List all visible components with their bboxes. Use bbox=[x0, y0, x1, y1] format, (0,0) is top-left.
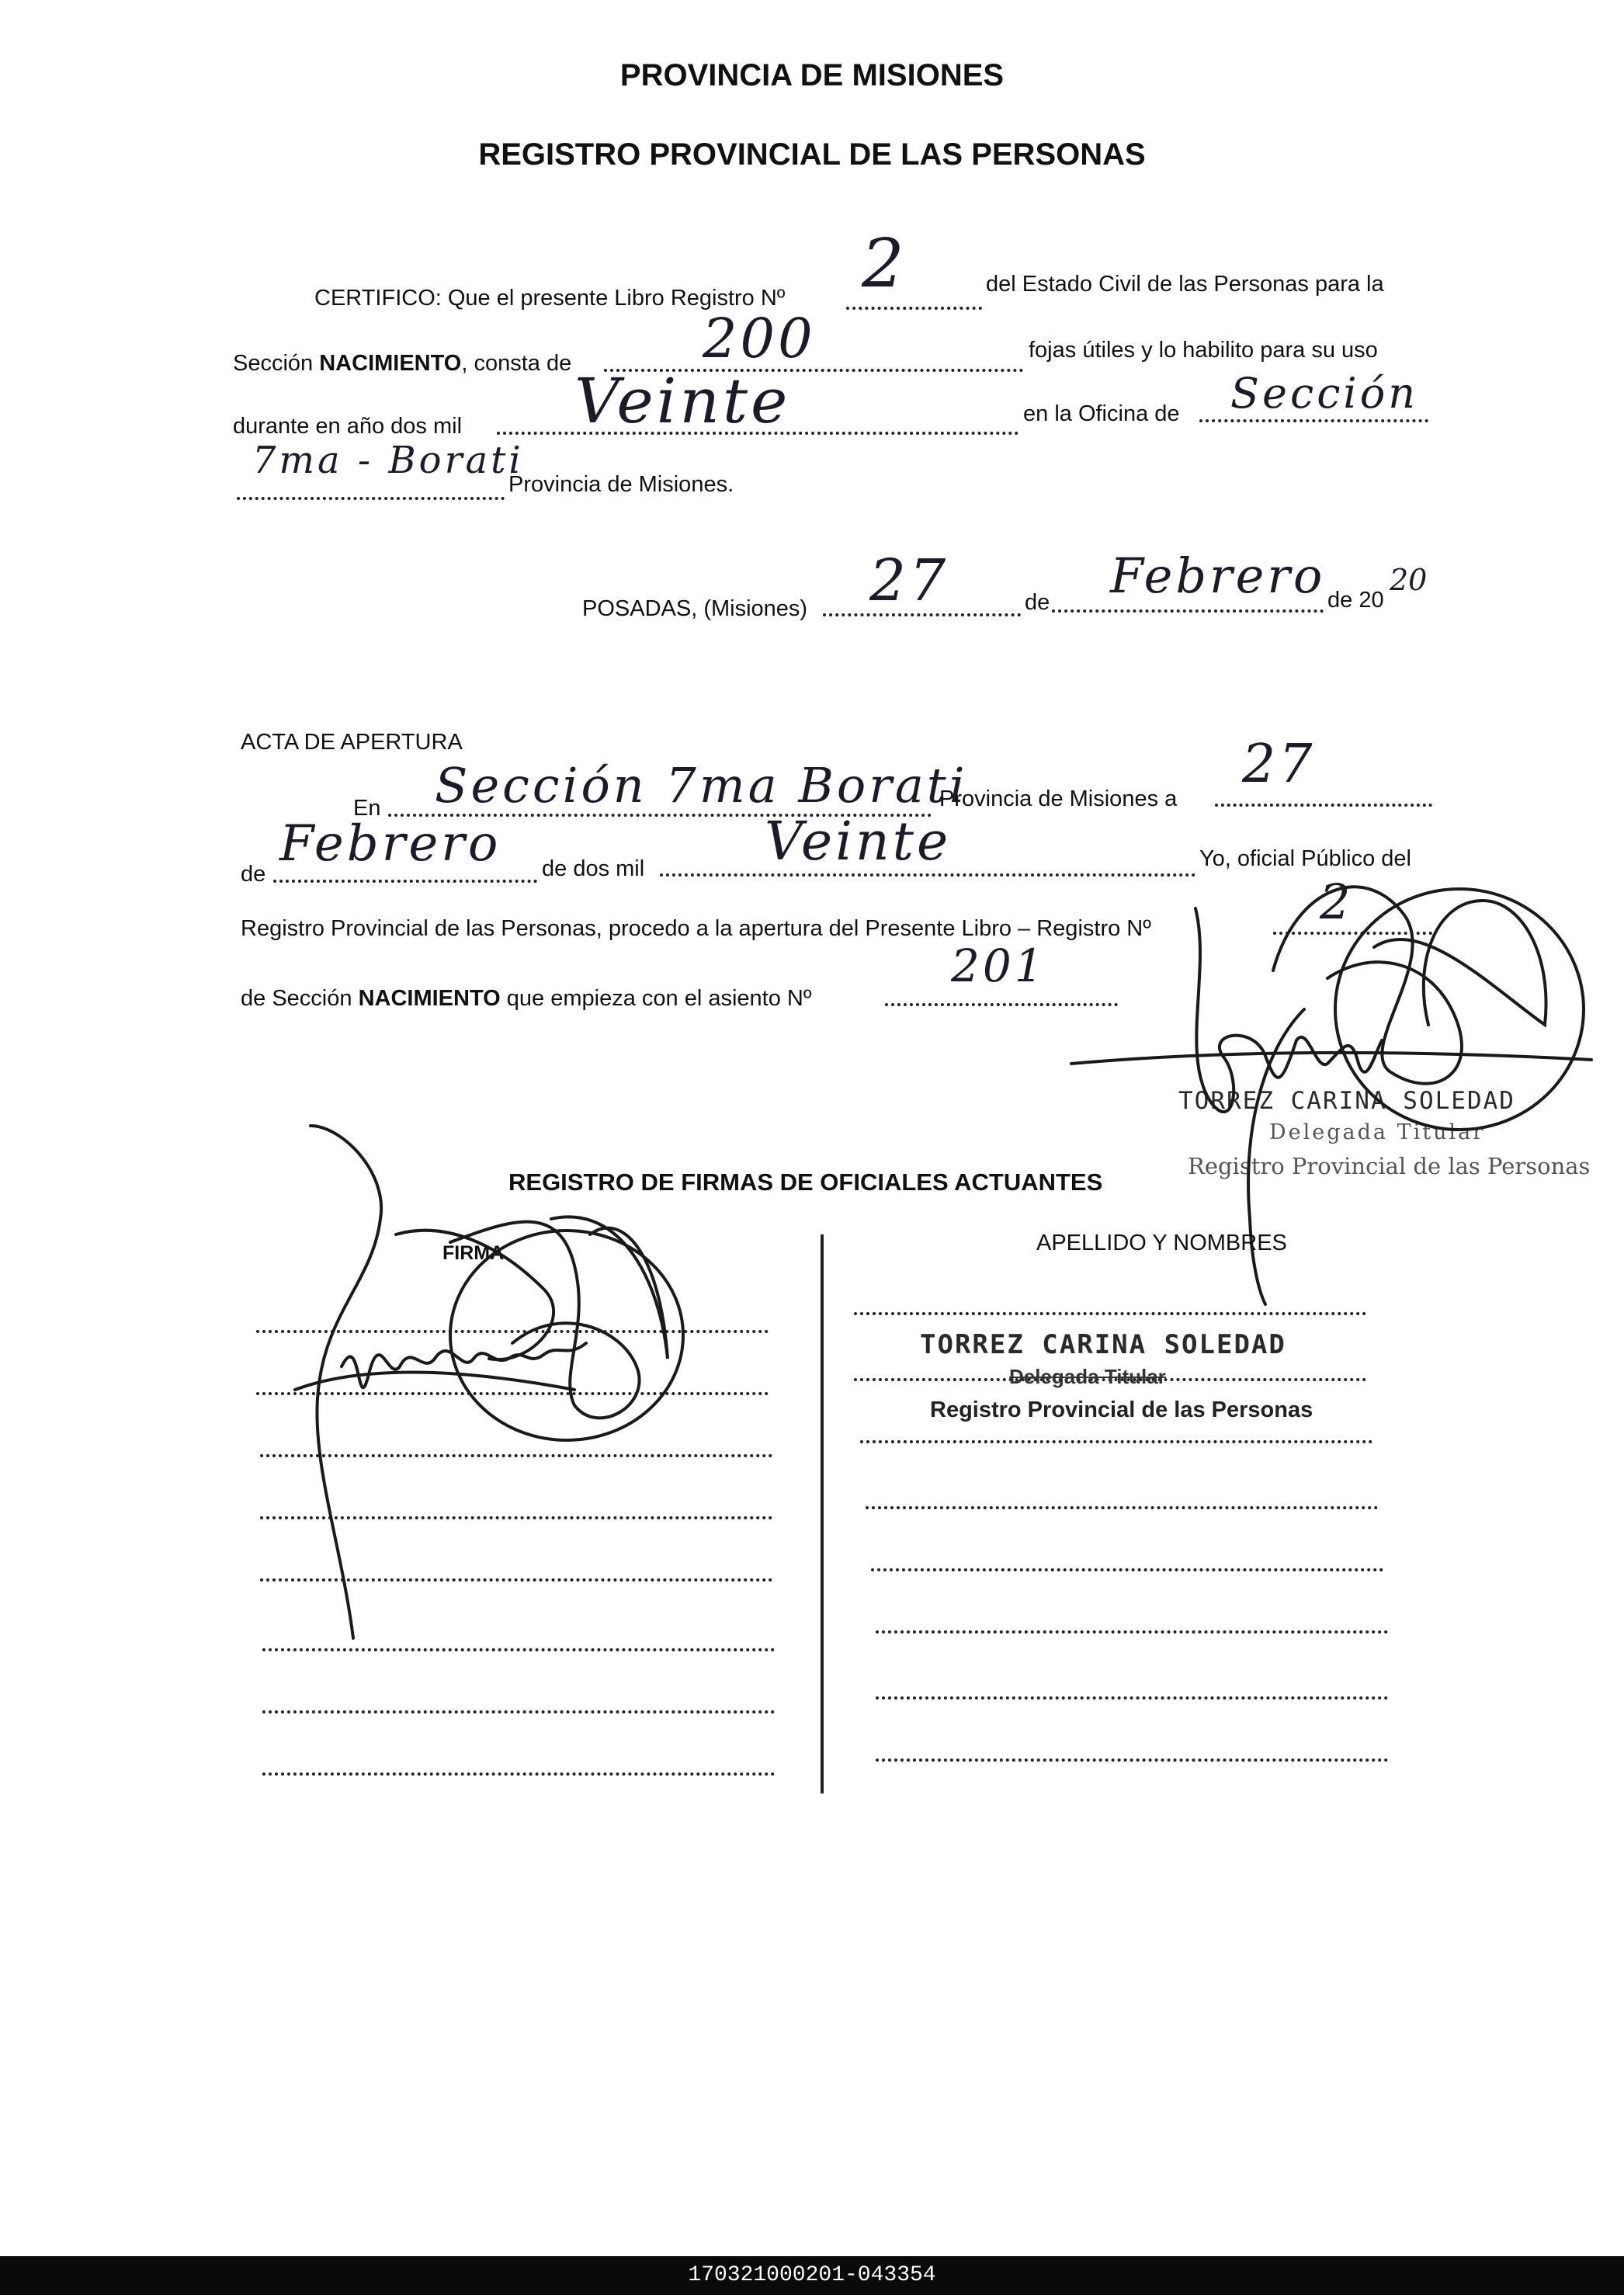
mes-value: Febrero bbox=[1110, 547, 1326, 604]
stamp-top-name: TORREZ CARINA SOLEDAD bbox=[1178, 1087, 1515, 1115]
acta-en: En bbox=[353, 796, 381, 821]
fojas-value: 200 bbox=[703, 307, 816, 370]
acta-de: de bbox=[241, 862, 266, 887]
stamp-bottom-org: Registro Provincial de las Personas bbox=[930, 1397, 1313, 1422]
anio-value: Veinte bbox=[574, 365, 791, 437]
firma-row-7 bbox=[262, 1710, 775, 1713]
stamp-bottom-role: Delegada Titular bbox=[1009, 1365, 1166, 1388]
lugar-value: Sección 7ma Borati bbox=[435, 757, 968, 814]
mes-dots bbox=[1052, 609, 1324, 613]
oficina-value-2: 7ma - Borati bbox=[252, 439, 524, 482]
acta-line4: de Sección NACIMIENTO que empieza con el asiento Nº bbox=[241, 986, 812, 1011]
signature-bottom bbox=[295, 1110, 792, 1654]
acta-mes: Febrero bbox=[279, 815, 501, 873]
stamp-top-org: Registro Provincial de las Personas bbox=[1188, 1153, 1591, 1179]
dia-value: 27 bbox=[869, 547, 949, 614]
nombre-row-6 bbox=[876, 1630, 1388, 1634]
stamp-top-role: Delegada Titular bbox=[1269, 1120, 1486, 1144]
nombre-row-8 bbox=[876, 1759, 1388, 1762]
registry-title: REGISTRO PROVINCIAL DE LAS PERSONAS bbox=[478, 137, 1146, 172]
firmas-heading: REGISTRO DE FIRMAS DE OFICIALES ACTUANTES bbox=[508, 1168, 1103, 1196]
date-de-20: de 20 bbox=[1327, 588, 1384, 613]
province-title: PROVINCIA DE MISIONES bbox=[619, 58, 1005, 92]
anio-corto: 20 bbox=[1390, 563, 1428, 597]
acta-oficial: Yo, oficial Público del bbox=[1199, 846, 1411, 871]
asiento-value: 201 bbox=[951, 939, 1046, 992]
cert-line3-a: durante en año dos mil bbox=[233, 414, 463, 439]
registro-num: 2 bbox=[1320, 873, 1354, 930]
acta-anio: Veinte bbox=[765, 811, 952, 873]
nombre-row-1 bbox=[854, 1312, 1366, 1315]
cert-line3-b: en la Oficina de bbox=[1023, 401, 1180, 426]
acta-dia-dots bbox=[1215, 804, 1432, 807]
firma-row-8 bbox=[262, 1772, 775, 1776]
nombre-row-5 bbox=[871, 1568, 1383, 1571]
nombre-row-3 bbox=[860, 1440, 1372, 1443]
libro-num-dots bbox=[846, 307, 982, 310]
acta-prov: Provincia de Misiones a bbox=[939, 786, 1178, 811]
acta-heading: ACTA DE APERTURA bbox=[241, 730, 463, 755]
oficina-dots bbox=[1199, 419, 1428, 422]
acta-line3: Registro Provincial de las Personas, procedo a la apertura del Presente Libro – Registro Nº bbox=[241, 916, 1151, 941]
nombre-row-4 bbox=[866, 1506, 1378, 1509]
cert-line1-a: CERTIFICO: Que el presente Libro Registro Nº bbox=[314, 286, 786, 311]
acta-dia: 27 bbox=[1242, 734, 1316, 795]
libro-num: 2 bbox=[862, 225, 907, 303]
date-de: de bbox=[1025, 590, 1050, 615]
column-divider bbox=[821, 1234, 824, 1793]
date-place: POSADAS, (Misiones) bbox=[582, 596, 808, 621]
stamp-bottom-name: TORREZ CARINA SOLEDAD bbox=[920, 1329, 1286, 1360]
cert-line4: Provincia de Misiones. bbox=[508, 472, 734, 497]
cert-line2-a: Sección NACIMIENTO, consta de bbox=[233, 351, 572, 376]
document-code-bar: 170321000201-043354 bbox=[0, 2256, 1624, 2295]
cert-line2-d: fojas útiles y lo habilito para su uso bbox=[1029, 338, 1378, 363]
col-firma: FIRMA bbox=[442, 1242, 505, 1264]
oficina-value-1: Sección bbox=[1230, 369, 1418, 418]
oficina2-dots bbox=[237, 497, 505, 500]
acta-mes-dots bbox=[273, 880, 537, 883]
col-nombres: APELLIDO Y NOMBRES bbox=[1036, 1231, 1287, 1255]
cert-line1-b: del Estado Civil de las Personas para la bbox=[986, 272, 1384, 297]
acta-dos-mil: de dos mil bbox=[542, 856, 645, 881]
nombre-row-7 bbox=[876, 1696, 1388, 1700]
